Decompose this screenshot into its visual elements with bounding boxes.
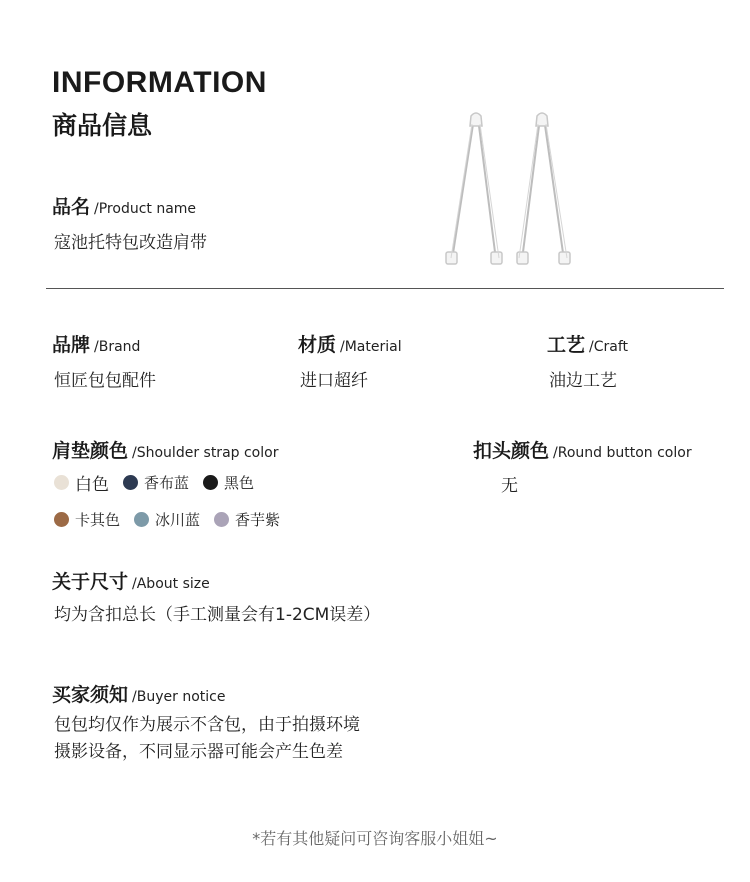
material-label-en: /Material xyxy=(340,339,402,355)
color-name: 卡其色 xyxy=(75,511,121,529)
shoulder-color-label-cn: 肩垫颜色 xyxy=(52,440,129,462)
material-value: 进口超纤 xyxy=(300,371,368,391)
color-dot xyxy=(54,512,69,527)
color-name: 白色 xyxy=(75,475,109,495)
buyer-notice-text xyxy=(54,712,360,766)
button-color-label-cn: 扣头颜色 xyxy=(473,440,550,462)
shoulder-color-label xyxy=(52,436,278,463)
color-dot xyxy=(203,475,218,490)
craft-label-en: /Craft xyxy=(589,339,629,355)
buyer-notice-label-en: /Buyer notice xyxy=(132,689,226,705)
buyer-notice-line-2: 摄影设备，不同显示器可能会产生色差 xyxy=(54,742,343,762)
size-label xyxy=(52,567,210,594)
brand-label-cn: 品牌 xyxy=(52,334,91,356)
color-dot xyxy=(123,475,138,490)
color-dot xyxy=(54,475,69,490)
color-name: 冰川蓝 xyxy=(155,511,201,529)
shoulder-color-label-en: /Shoulder strap color xyxy=(132,445,279,461)
craft-label-cn: 工艺 xyxy=(547,334,586,356)
color-option-glacier-blue xyxy=(134,509,200,530)
brand-label-en: /Brand xyxy=(94,339,141,355)
material-label-cn: 材质 xyxy=(298,334,337,356)
color-name: 香布蓝 xyxy=(144,474,190,492)
material-label xyxy=(298,330,402,357)
color-option-black xyxy=(203,472,254,493)
color-name: 香芋紫 xyxy=(235,511,281,529)
color-option-navy xyxy=(123,472,189,493)
button-color-label-en: /Round button color xyxy=(553,445,692,461)
size-label-en: /About size xyxy=(132,576,210,592)
craft-label xyxy=(547,330,628,357)
color-option-white xyxy=(54,470,109,495)
color-dot xyxy=(134,512,149,527)
color-row-2 xyxy=(54,509,294,530)
product-name-label-en: /Product name xyxy=(94,201,197,217)
title-cn: 商品信息 xyxy=(52,111,153,140)
craft-value: 油边工艺 xyxy=(549,371,617,391)
brand-label xyxy=(52,330,140,357)
color-dot xyxy=(214,512,229,527)
section-divider xyxy=(46,288,724,289)
buyer-notice-label-cn: 买家须知 xyxy=(52,684,129,706)
brand-value: 恒匠包包配件 xyxy=(54,371,156,391)
buyer-notice-label xyxy=(52,680,225,707)
product-name-value: 寇池托特包改造肩带 xyxy=(54,233,207,253)
color-option-taro-purple xyxy=(214,509,280,530)
strap-illustration-icon xyxy=(440,110,580,270)
product-name-label-cn: 品名 xyxy=(52,196,91,218)
title-en: INFORMATION xyxy=(52,66,267,99)
size-value: 均为含扣总长（手工测量会有1-2CM误差） xyxy=(54,605,381,625)
color-row-1 xyxy=(54,470,268,495)
button-color-label xyxy=(473,436,692,463)
color-name: 黑色 xyxy=(224,474,255,492)
footer-note: *若有其他疑问可咨询客服小姐姐~ xyxy=(252,829,498,848)
size-label-cn: 关于尺寸 xyxy=(52,571,129,593)
buyer-notice-line-1: 包包均仅作为展示不含包，由于拍摄环境 xyxy=(54,715,360,735)
button-color-value: 无 xyxy=(501,476,518,496)
color-option-khaki xyxy=(54,509,120,530)
product-name-label xyxy=(52,192,196,219)
